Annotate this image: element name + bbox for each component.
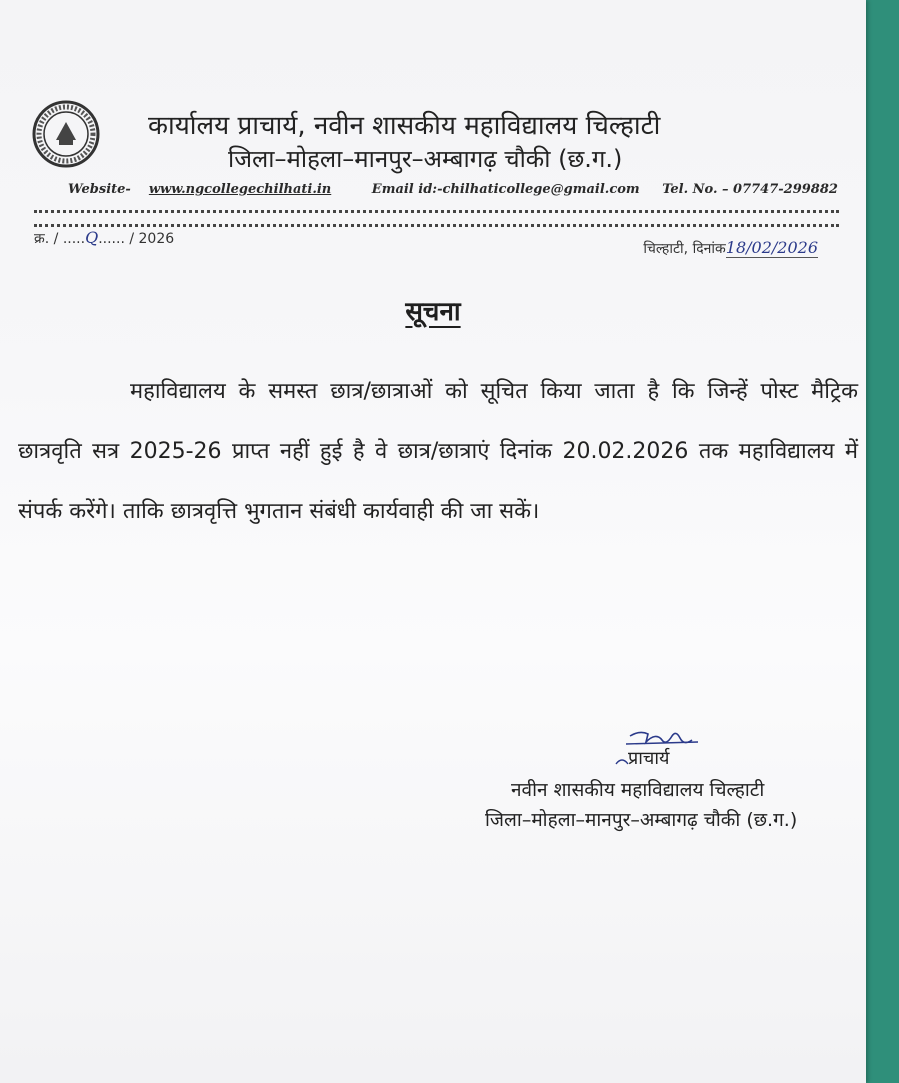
signature-role: प्राचार्य [628, 748, 670, 769]
ref-suffix: ...... / 2026 [98, 231, 175, 247]
header-district: जिला–मोहला–मानपुर–अम्बागढ़ चौकी (छ.ग.) [228, 145, 623, 173]
ref-prefix: क्र. / ..... [34, 231, 86, 247]
website-link: www.ngcollegechilhati.in [148, 182, 332, 197]
tel-text: Tel. No. – 07747-299882 [662, 182, 838, 197]
header-office-title: कार्यालय प्राचार्य, नवीन शासकीय महाविद्यालय चिल्हाटी [148, 111, 661, 141]
signature-org: नवीन शासकीय महाविद्यालय चिल्हाटी [511, 779, 765, 801]
contact-line [68, 182, 838, 197]
date-handwritten: 18/02/2026 [725, 238, 818, 257]
date-label: चिल्हाटी, दिनांक [643, 241, 726, 257]
notice-title: सूचना [405, 297, 461, 327]
college-seal-icon [32, 100, 100, 168]
divider-top [34, 210, 839, 213]
email-text: Email id:-chilhaticollege@gmail.com [371, 182, 640, 197]
divider-bottom [34, 224, 839, 227]
signature-address: जिला–मोहला–मानपुर–अम्बागढ़ चौकी (छ.ग.) [485, 809, 798, 831]
notice-body: महाविद्यालय के समस्त छात्र/छात्राओं को सूचित किया जाता है कि जिन्हें पोस्ट मैट्रिक छात्रवृति सत्र 2025-26 प्राप्त नहीं हुई है वे छात्र/छात्राएं दिनांक 20.02.2026 तक महाविद्यालय में संपर्क करेंगे। ताकि छात्रवृत्ति भुगतान संबंधी कार्यवाही की जा सकें। [18, 379, 858, 524]
ref-handwritten: Q [85, 228, 99, 247]
reference-number [34, 228, 174, 248]
date-line [643, 238, 818, 258]
website-label: Website- [68, 182, 131, 197]
